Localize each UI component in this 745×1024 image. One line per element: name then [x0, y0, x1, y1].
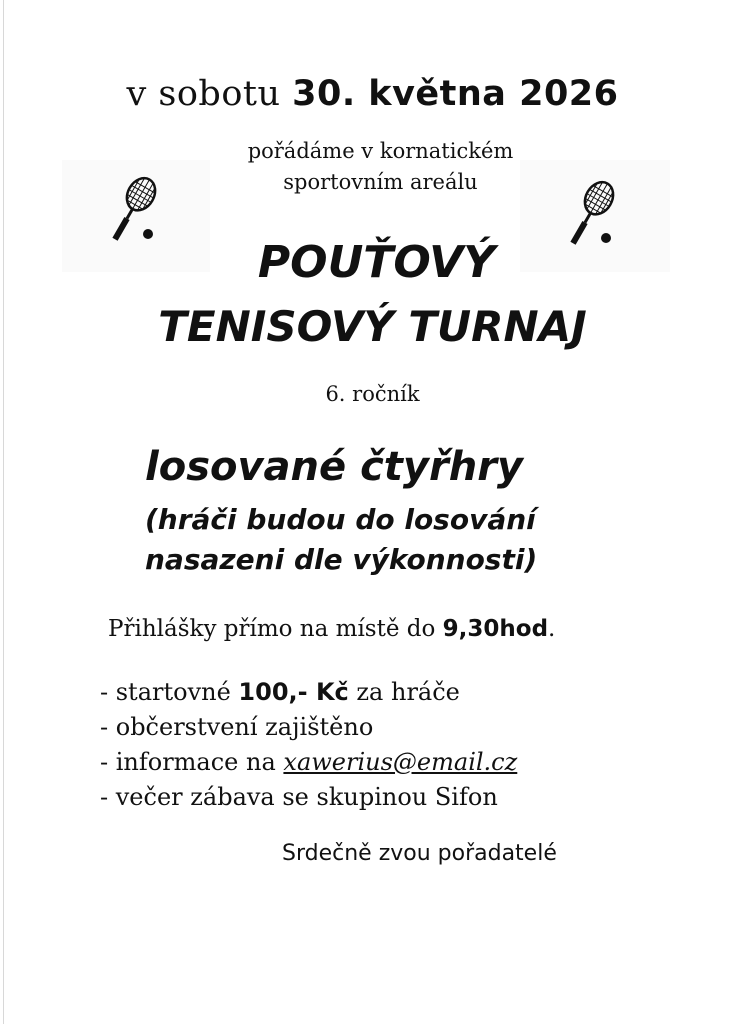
email-link[interactable]: xawerius@email.cz — [283, 748, 518, 776]
registration-info: Přihlášky přímo na místě do 9,30hod. — [108, 616, 556, 642]
list-item: - občerstvení zajištěno — [100, 713, 374, 741]
list-item: - informace na xawerius@email.cz — [100, 748, 518, 776]
details-list — [100, 675, 517, 815]
intro-line-1: pořádáme v kornatickém — [247, 139, 514, 163]
title-line-1: POUŤOVÝ — [257, 237, 496, 288]
edition: 6. ročník — [325, 382, 420, 406]
list-item: - startovné 100,- Kč za hráče — [100, 678, 460, 706]
category-note-1: (hráči budou do losování — [145, 503, 536, 536]
list-item: - večer zábava se skupinou Sifon — [100, 783, 498, 811]
title-line-2: TENISOVÝ TURNAJ — [158, 302, 587, 351]
intro-line-2: sportovním areálu — [283, 170, 478, 194]
category-heading: losované čtyřhry — [145, 444, 523, 490]
category-note-2: nasazeni dle výkonnosti) — [145, 543, 538, 576]
closing-text: Srdečně zvou pořadatelé — [282, 841, 557, 866]
event-date: v sobotu 30. května 2026 — [126, 74, 619, 114]
scan-edge — [3, 0, 4, 1024]
